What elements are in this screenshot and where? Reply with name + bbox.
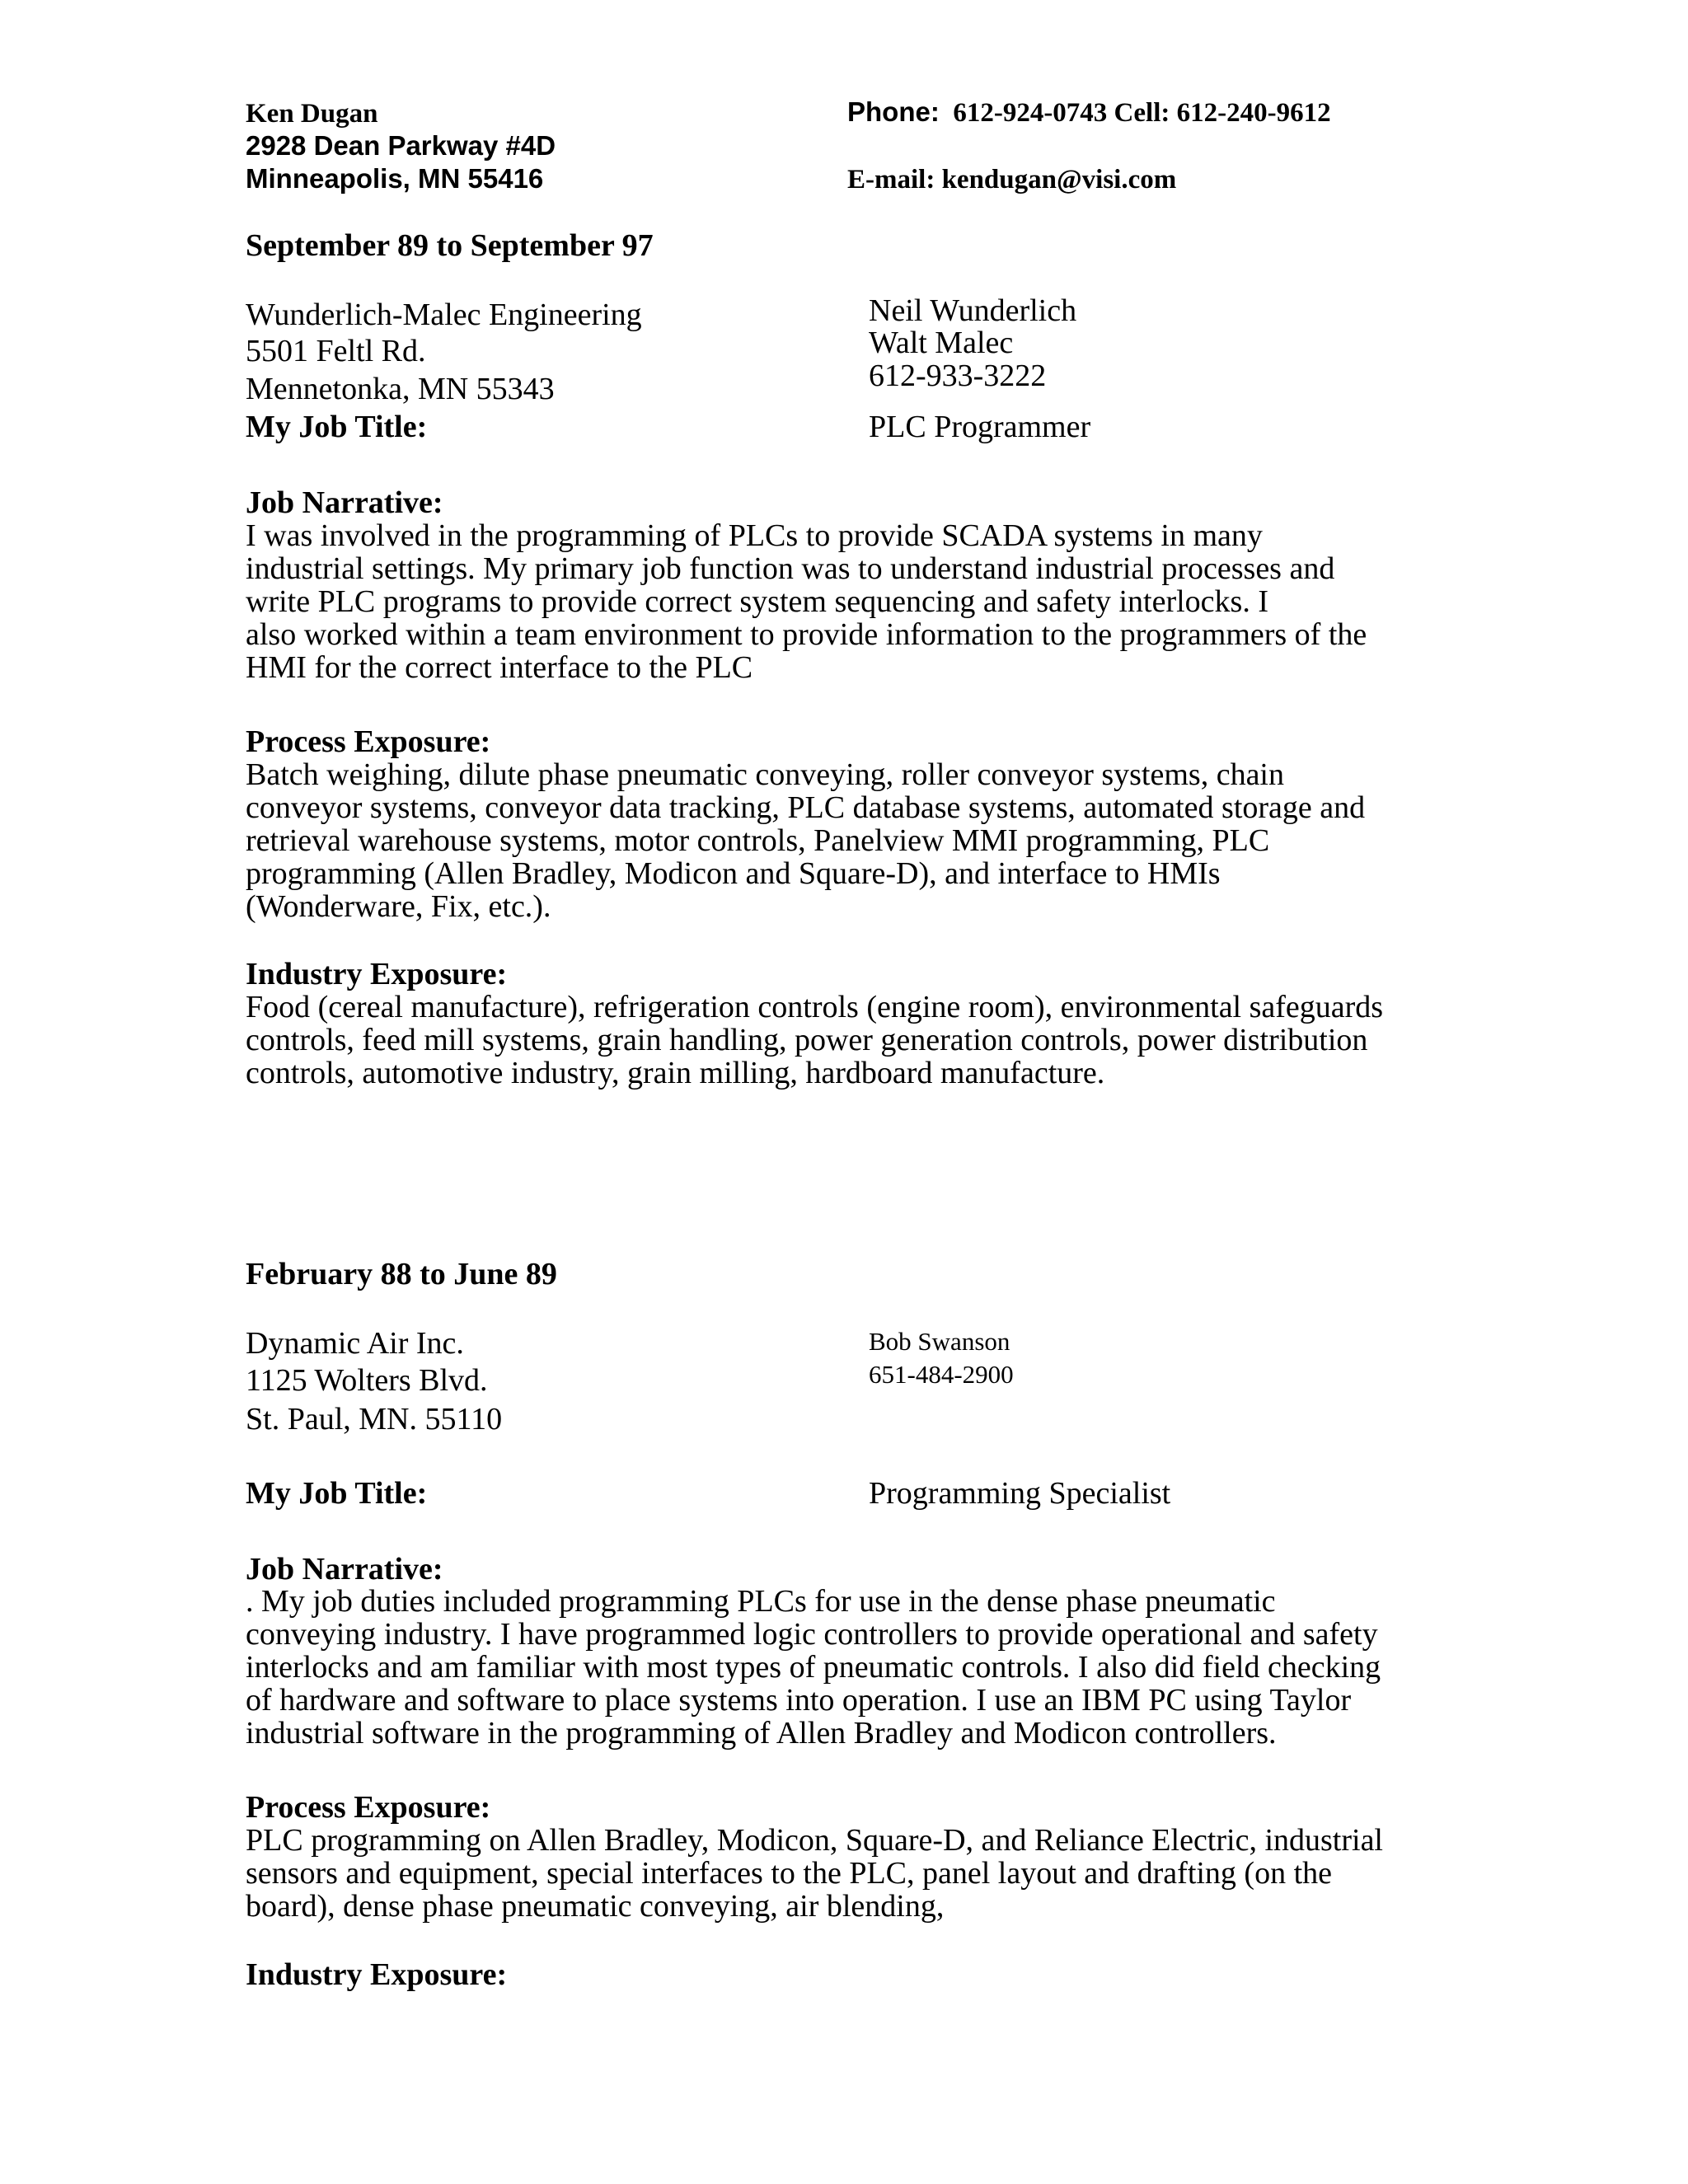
paragraph-line: HMI for the correct interface to the PLC <box>246 650 753 685</box>
job2-contact-1: Bob Swanson <box>869 1327 1010 1356</box>
job1-company-name: Wunderlich-Malec Engineering <box>246 298 642 332</box>
paragraph-line: programming (Allen Bradley, Modicon and Square-D), and interface to HMIs <box>246 856 1221 891</box>
phone-value: 612-924-0743 Cell: 612-240-9612 <box>953 98 1331 128</box>
paragraph-line: interlocks and am familiar with most types of pneumatic controls. I also did field checking <box>246 1650 1381 1685</box>
paragraph-line: . My job duties included programming PLCs for use in the dense phase pneumatic <box>246 1584 1276 1619</box>
job1-contact-phone: 612-933-3222 <box>869 359 1047 393</box>
paragraph-line: industrial settings. My primary job function was to understand industrial processes and <box>246 551 1335 586</box>
paragraph-line: write PLC programs to provide correct system sequencing and safety interlocks. I <box>246 584 1268 619</box>
job1-contact-1: Neil Wunderlich <box>869 293 1077 328</box>
job2-contact-phone: 651-484-2900 <box>869 1360 1014 1389</box>
address-line-1: 2928 Dean Parkway #4D <box>246 130 556 161</box>
paragraph-line: controls, automotive industry, grain milling, hardboard manufacture. <box>246 1056 1105 1090</box>
paragraph-line: controls, feed mill systems, grain handling, power generation controls, power distribution <box>246 1023 1368 1057</box>
job1-industry <box>246 991 1457 1090</box>
paragraph-line: Food (cereal manufacture), refrigeration controls (engine room), environmental safeguards <box>246 990 1384 1024</box>
job2-dates: February 88 to June 89 <box>246 1257 557 1291</box>
job2-company-street: 1125 Wolters Blvd. <box>246 1363 488 1398</box>
job1-process <box>246 758 1457 923</box>
paragraph-line: Batch weighing, dilute phase pneumatic conveying, roller conveyor systems, chain <box>246 757 1284 792</box>
job1-title-label: My Job Title: <box>246 410 428 444</box>
job2-process-heading: Process Exposure: <box>246 1790 491 1825</box>
paragraph-line: of hardware and software to place systems into operation. I use an IBM PC using Taylor <box>246 1683 1352 1718</box>
job2-company-name: Dynamic Air Inc. <box>246 1326 464 1361</box>
job1-industry-heading: Industry Exposure: <box>246 957 508 991</box>
job2-company-city: St. Paul, MN. 55110 <box>246 1402 503 1436</box>
resume-name: Ken Dugan <box>246 99 378 129</box>
paragraph-line: conveyor systems, conveyor data tracking, PLC database systems, automated storage and <box>246 790 1366 825</box>
job1-dates: September 89 to September 97 <box>246 228 654 263</box>
paragraph-line: (Wonderware, Fix, etc.). <box>246 889 551 924</box>
job1-title-value: PLC Programmer <box>869 410 1091 444</box>
paragraph-line: I was involved in the programming of PLCs to provide SCADA systems in many <box>246 518 1263 553</box>
job1-narrative-heading: Job Narrative: <box>246 485 443 520</box>
paragraph-line: PLC programming on Allen Bradley, Modicon, Square-D, and Reliance Electric, industrial <box>246 1823 1383 1858</box>
job2-narrative-heading: Job Narrative: <box>246 1552 443 1586</box>
phone-label: Phone: <box>847 96 940 127</box>
job2-process <box>246 1824 1457 1923</box>
email-line: E-mail: kendugan@visi.com <box>847 165 1177 194</box>
paragraph-line: also worked within a team environment to provide information to the programmers of the <box>246 617 1367 652</box>
phone-line <box>847 96 1331 129</box>
job1-contact-2: Walt Malec <box>869 326 1014 360</box>
job2-industry-heading: Industry Exposure: <box>246 1957 508 1992</box>
job1-company-city: Mennetonka, MN 55343 <box>246 372 555 406</box>
job2-narrative <box>246 1585 1457 1750</box>
job2-title-value: Programming Specialist <box>869 1476 1171 1511</box>
job1-process-heading: Process Exposure: <box>246 724 491 759</box>
address-line-2: Minneapolis, MN 55416 <box>246 163 544 194</box>
paragraph-line: retrieval warehouse systems, motor controls, Panelview MMI programming, PLC <box>246 823 1270 858</box>
job1-company-street: 5501 Feltl Rd. <box>246 334 426 368</box>
job1-narrative <box>246 519 1457 684</box>
job2-title-label: My Job Title: <box>246 1476 428 1511</box>
paragraph-line: conveying industry. I have programmed logic controllers to provide operational and safety <box>246 1617 1378 1652</box>
paragraph-line: sensors and equipment, special interfaces to the PLC, panel layout and drafting (on the <box>246 1856 1333 1891</box>
paragraph-line: board), dense phase pneumatic conveying, air blending, <box>246 1889 945 1924</box>
paragraph-line: industrial software in the programming of Allen Bradley and Modicon controllers. <box>246 1716 1277 1750</box>
